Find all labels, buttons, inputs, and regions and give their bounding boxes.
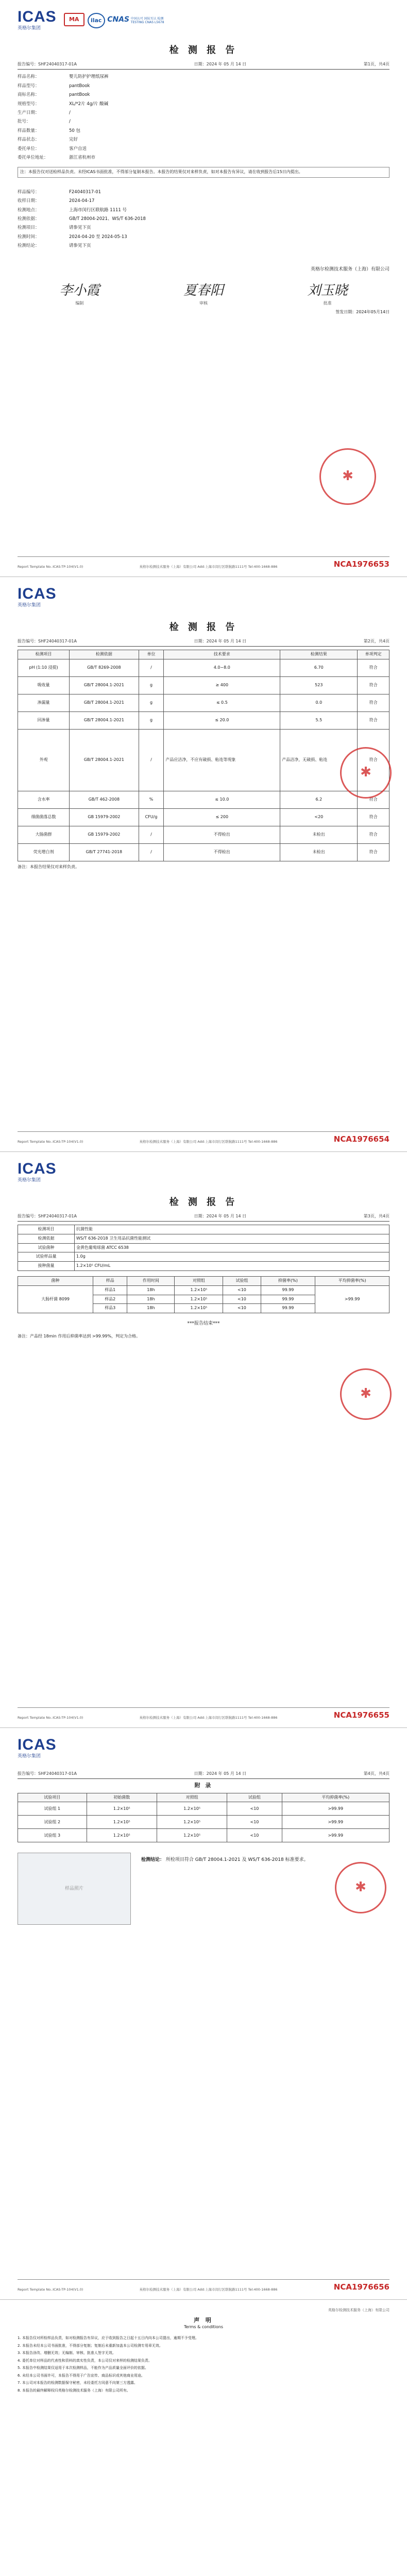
cell: 检测依据	[18, 1234, 75, 1243]
kv-key: 检测项目：	[18, 225, 40, 231]
col-header: 平均抑菌率(%)	[315, 1277, 389, 1286]
cnas-text: 中国认可 国际互认 检测 TESTING CNAS L5678	[130, 16, 164, 24]
cell: 样品3	[93, 1304, 127, 1313]
logo-text: ICAS	[18, 8, 57, 26]
col-header: 抑菌率(%)	[261, 1277, 315, 1286]
sign-date: 签发日期：2024年05月14日	[335, 309, 389, 314]
signature	[183, 282, 224, 307]
kv-key: 生产日期：	[18, 110, 40, 115]
col-header: 单项判定	[358, 650, 389, 659]
kv-row	[18, 100, 389, 109]
cell: GB/T 462-2008	[70, 791, 139, 808]
table-row	[18, 1252, 389, 1262]
cell: 18h	[127, 1285, 175, 1295]
sample-info	[18, 73, 389, 163]
report-page-2	[0, 577, 407, 1152]
cell: 外观	[18, 729, 70, 791]
table-header-row	[18, 650, 389, 659]
table-row	[18, 1262, 389, 1271]
footer-address: 英格尔检测技术服务（上海）有限公司 Add:上海市闵行区联航路1111号 Tel:400-1668-886	[139, 1716, 278, 1720]
nca-number: NCA1976655	[333, 1710, 389, 1720]
cell: 金黄色葡萄球菌 ATCC 6538	[75, 1243, 389, 1252]
table-row	[18, 694, 389, 711]
test-info	[18, 188, 389, 251]
cell: 试验组 3	[18, 1829, 87, 1842]
cell: 18h	[127, 1304, 175, 1313]
table-row	[18, 1243, 389, 1252]
terms-item: 7. 本公司对本报告的检测数据保守秘密，未经委托方同意不向第三方透露。	[18, 2381, 138, 2385]
official-seal-icon: ✱	[340, 747, 392, 799]
table-row	[18, 826, 389, 843]
col-header: 技术要求	[164, 650, 280, 659]
kv-value: 请参见下页	[69, 243, 91, 249]
terms-item: 3. 本报告涂改、增删无效；无编制、审核、批准人签字无效。	[18, 2351, 116, 2355]
cell: 4.0~8.0	[164, 659, 280, 676]
cell: 未检出	[280, 843, 358, 861]
kv-value: GB/T 28004-2021、WS/T 636-2018	[69, 216, 146, 222]
signature-label: 审核	[199, 301, 208, 306]
col-header: 菌种	[18, 1277, 93, 1286]
report-title: 检 测 报 告	[169, 622, 238, 633]
kv-value: 上海市闵行区联航路 1111 号	[69, 207, 127, 213]
kv-row	[18, 145, 389, 154]
cell: 99.99	[261, 1304, 315, 1313]
kv-value: 2024-04-20 至 2024-05-13	[69, 234, 127, 240]
report-title: 检 测 报 告	[169, 1197, 238, 1208]
cell: 抗菌性能	[75, 1225, 389, 1234]
cell: GB/T 28004.1-2021	[70, 711, 139, 729]
report-page-3	[0, 1152, 407, 1728]
col-header: 试验组	[227, 1793, 282, 1802]
cell: 1.2×10⁵	[87, 1802, 157, 1816]
cell: 样品2	[93, 1295, 127, 1304]
footer-address: 英格尔检测技术服务（上海）有限公司 Add:上海市闵行区联航路1111号 Tel:400-1668-886	[139, 565, 278, 569]
kv-row	[18, 117, 389, 126]
cell: 1.2×10⁵	[157, 1829, 227, 1842]
kv-key: 样品状态：	[18, 137, 40, 143]
kv-value: 请参见下页	[69, 225, 91, 231]
page-number: 第2页，共4页	[363, 639, 389, 644]
footer-template-no: Report Template No.:ICAS-TP-104(V1.0)	[18, 1140, 83, 1144]
test-info-table	[18, 1225, 389, 1271]
table-header-row	[18, 1793, 389, 1802]
table-row	[18, 1225, 389, 1234]
table-row	[18, 1285, 389, 1295]
table-row	[18, 1234, 389, 1243]
cell: 大肠菌群	[18, 826, 70, 843]
logo-subtitle: 英格尔集团	[18, 26, 41, 31]
kv-row	[18, 224, 389, 232]
signature-name: 李小霞	[59, 283, 100, 298]
kv-row	[18, 154, 389, 162]
kv-row	[18, 91, 389, 99]
col-header: 试验组	[223, 1277, 261, 1286]
cell: CFU/g	[139, 808, 164, 826]
cell: 1.0g	[75, 1252, 389, 1262]
col-header: 检测项目	[18, 650, 70, 659]
meta-row	[18, 1214, 389, 1222]
disclaimer-note: 注：本报告仅对送检样品负责。未经ICAS书面批准，不得部分复制本报告。本报告的结果仅对来样负责，如对本报告有异议，请在收到报告后15日内提出。	[18, 167, 389, 178]
cell: 符合	[358, 826, 389, 843]
signature	[308, 282, 348, 307]
cell: 符合	[358, 729, 389, 791]
cell: >99.99	[282, 1816, 389, 1829]
kv-value: /	[69, 119, 71, 125]
kv-row	[18, 215, 389, 224]
ilac-badge-icon: ilac	[88, 13, 105, 28]
cnas-badge-icon: CNAS	[107, 15, 130, 24]
cell: g	[139, 694, 164, 711]
report-number: 报告编号：SHF24040317-01A	[18, 1214, 77, 1219]
report-date: 日期：2024 年 05 月 14 日	[194, 1214, 247, 1219]
kv-key: 样品名称：	[18, 74, 40, 80]
report-title: 检 测 报 告	[169, 45, 238, 56]
report-page-4	[0, 1728, 407, 2300]
cell: 0.0	[280, 694, 358, 711]
cell: 1.2×10⁵	[157, 1816, 227, 1829]
cell: <20	[280, 808, 358, 826]
terms-item: 8. 本报告的最终解释权归英格尔检测技术服务（上海）有限公司所有。	[18, 2388, 130, 2393]
cell: ≤ 0.5	[164, 694, 280, 711]
cell: 符合	[358, 694, 389, 711]
cell: 5.5	[280, 711, 358, 729]
cell: GB 15979-2002	[70, 808, 139, 826]
col-header: 检测结果	[280, 650, 358, 659]
cell: 6.70	[280, 659, 358, 676]
accreditation-badges	[64, 13, 129, 28]
cell: 细菌菌落总数	[18, 808, 70, 826]
kv-value: 婴儿防护护理纸尿裤	[69, 74, 109, 80]
cell: 1.2×10⁵	[175, 1295, 223, 1304]
col-header: 样品	[93, 1277, 127, 1286]
report-number: 报告编号：SHF24040317-01A	[18, 639, 77, 644]
cell: 符合	[358, 808, 389, 826]
kv-key: 样品型号：	[18, 83, 40, 89]
cell: 试验样品量	[18, 1252, 75, 1262]
report-number: 报告编号：SHF24040317-01A	[18, 62, 77, 67]
nca-number: NCA1976653	[333, 559, 389, 569]
antibacterial-table	[18, 1276, 389, 1313]
terms-item: 2. 本报告未经本公司书面批准，不得部分复制；复制后未重新加盖本公司检测专用章无效。	[18, 2343, 163, 2348]
kv-value: F24040317-01	[69, 189, 101, 195]
conclusion	[141, 1857, 309, 1863]
icas-logo	[18, 586, 57, 608]
table-row	[18, 676, 389, 694]
cell: 1.2×10⁵	[87, 1829, 157, 1842]
table-row	[18, 843, 389, 861]
cell: 99.99	[261, 1295, 315, 1304]
cell: <10	[223, 1304, 261, 1313]
cell: 未检出	[280, 826, 358, 843]
table-row	[18, 791, 389, 808]
kv-row	[18, 82, 389, 91]
terms-subtitle: Terms & conditions	[183, 2325, 224, 2330]
cell: %	[139, 791, 164, 808]
cell: 试验组 1	[18, 1802, 87, 1816]
page-footer	[18, 1707, 389, 1720]
kv-row	[18, 233, 389, 242]
photo-caption: 样品照片	[64, 1886, 83, 1892]
report-date: 日期：2024 年 05 月 14 日	[194, 1771, 247, 1776]
cell: g	[139, 676, 164, 694]
footer-address: 英格尔检测技术服务（上海）有限公司 Add:上海市闵行区联航路1111号 Tel:400-1668-886	[139, 1140, 278, 1144]
cell: WS/T 636-2018 卫生用品抗菌性能测试	[75, 1234, 389, 1243]
cell: GB/T 28004.1-2021	[70, 676, 139, 694]
kv-key: 检测地点：	[18, 207, 40, 213]
cell: /	[139, 843, 164, 861]
cell: 1.2×10⁵	[157, 1802, 227, 1816]
meta-row	[18, 1771, 389, 1779]
meta-row	[18, 639, 389, 647]
summary-table	[18, 1793, 389, 1843]
kv-value: pantBook	[69, 92, 90, 98]
cell: 不得检出	[164, 843, 280, 861]
cell: /	[139, 826, 164, 843]
cell: 检测项目	[18, 1225, 75, 1234]
nca-number: NCA1976654	[333, 1134, 389, 1144]
cell: GB 15979-2002	[70, 826, 139, 843]
col-header: 初始菌数	[87, 1793, 157, 1802]
header	[18, 577, 389, 610]
kv-key: 委托单位地址：	[18, 155, 48, 161]
cell: 1.2×10⁵	[87, 1816, 157, 1829]
sample-photo	[18, 1853, 131, 1925]
kv-key: 商标名称：	[18, 92, 40, 98]
col-header: 对照组	[175, 1277, 223, 1286]
cell: 符合	[358, 843, 389, 861]
terms-list	[18, 2335, 389, 2393]
kv-key: 委托单位：	[18, 146, 40, 151]
kv-value: pantBook	[69, 83, 90, 89]
signature-label: 编制	[75, 301, 84, 306]
cell: GB/T 8269-2008	[70, 659, 139, 676]
footer-template-no: Report Template No.:ICAS-TP-104(V1.0)	[18, 1716, 83, 1720]
cell: <10	[227, 1802, 282, 1816]
kv-value: 50 包	[69, 128, 81, 133]
signature-row	[18, 282, 389, 307]
logo-subtitle: 英格尔集团	[18, 603, 41, 608]
icas-logo	[18, 1737, 57, 1759]
cell: /	[139, 659, 164, 676]
cell: 试验菌种	[18, 1243, 75, 1252]
logo-text: ICAS	[18, 1736, 57, 1754]
official-seal-icon: ✱	[340, 1368, 392, 1420]
cell: 不得检出	[164, 826, 280, 843]
table-remark: 备注：本报告结果仅对来样负责。	[18, 864, 79, 869]
cell: ≤ 10.0	[164, 791, 280, 808]
cell: ≤ 20.0	[164, 711, 280, 729]
terms-item: 6. 未经本公司书面许可，本报告不得用于广告宣传、商品标识或其他商业用途。	[18, 2373, 145, 2378]
cell: 523	[280, 676, 358, 694]
cell: 产品应洁净，不应有破损、粘连等现象	[164, 729, 280, 791]
cell: <10	[227, 1816, 282, 1829]
kv-row	[18, 73, 389, 81]
page-number: 第4页，共4页	[363, 1771, 389, 1776]
kv-row	[18, 188, 389, 197]
cell: GB/T 27741-2018	[70, 843, 139, 861]
cell: 样品1	[93, 1285, 127, 1295]
meta-row	[18, 62, 389, 70]
report-page-1	[0, 0, 407, 577]
report-number: 报告编号：SHF24040317-01A	[18, 1771, 77, 1776]
kv-row	[18, 197, 389, 206]
header	[18, 1152, 389, 1185]
cell: 产品洁净，无破损、粘连	[280, 729, 358, 791]
col-header: 对照组	[157, 1793, 227, 1802]
cell: 接种菌量	[18, 1262, 75, 1271]
footer-template-no: Report Template No.:ICAS-TP-104(V1.0)	[18, 565, 83, 569]
terms-item: 4. 委托单位对样品的代表性和资料的真实性负责，本公司仅对来样的检测结果负责。	[18, 2358, 152, 2363]
company-header: 英格尔检测技术服务（上海）有限公司	[328, 2308, 389, 2312]
report-date: 日期：2024 年 05 月 14 日	[194, 62, 247, 67]
cell: 18h	[127, 1295, 175, 1304]
cell: 符合	[358, 791, 389, 808]
cell: 荧光增白剂	[18, 843, 70, 861]
kv-key: 收样日期：	[18, 198, 40, 204]
signature-label: 批准	[323, 301, 332, 306]
kv-key: 样品编号：	[18, 189, 40, 195]
official-seal-icon: ✱	[335, 1862, 386, 1913]
kv-row	[18, 206, 389, 215]
page-footer	[18, 556, 389, 569]
cell: <10	[227, 1829, 282, 1842]
cell: 符合	[358, 711, 389, 729]
cell: 吸收量	[18, 676, 70, 694]
logo-text: ICAS	[18, 585, 57, 603]
kv-value: XL/*2片 4g/片 酸碱	[69, 101, 109, 107]
kv-value: /	[69, 110, 71, 115]
signature-name: 刘玉晓	[307, 283, 348, 298]
page-footer	[18, 1131, 389, 1144]
kv-key: 检测时间：	[18, 234, 40, 240]
conclusion-block	[18, 1853, 389, 1925]
signature	[59, 282, 99, 307]
terms-item: 1. 本报告仅对所检样品负责，如对检测报告有异议，应于收到报告之日起十五日内向本公司提出，逾期不予受理。	[18, 2336, 199, 2341]
conclusion-title: 检测结论：	[141, 1857, 165, 1863]
cell: 1.2×10⁵ CFU/mL	[75, 1262, 389, 1271]
header	[18, 1728, 389, 1761]
header	[18, 0, 389, 33]
icas-logo	[18, 1161, 57, 1183]
icas-logo	[18, 9, 57, 31]
cell: 1.2×10⁵	[175, 1285, 223, 1295]
logo-subtitle: 英格尔集团	[18, 1178, 41, 1183]
kv-row	[18, 135, 389, 144]
report-page-5	[0, 2300, 407, 2576]
cell: 符合	[358, 676, 389, 694]
company-stamp-text: 英格尔检测技术服务（上海）有限公司	[310, 266, 389, 272]
kv-value: 2024-04-17	[69, 198, 95, 204]
kv-key: 检测依据：	[18, 216, 40, 222]
kv-row	[18, 242, 389, 250]
table-row	[18, 729, 389, 791]
cell: >99.99	[282, 1829, 389, 1842]
kv-value: 客户自送	[69, 146, 87, 151]
kv-value: 浙江省杭州市	[69, 155, 96, 161]
terms-title: 声 明	[194, 2317, 213, 2324]
col-header: 平均抑菌率(%)	[282, 1793, 389, 1802]
report-date: 日期：2024 年 05 月 14 日	[194, 639, 247, 644]
col-header: 作用时间	[127, 1277, 175, 1286]
table-header-row	[18, 1277, 389, 1286]
table-row	[18, 711, 389, 729]
ma-badge-icon: MA	[64, 13, 84, 26]
col-header: 单位	[139, 650, 164, 659]
logo-subtitle: 英格尔集团	[18, 1754, 41, 1759]
cell: ≤ 200	[164, 808, 280, 826]
cell: 回渗量	[18, 711, 70, 729]
table-row	[18, 659, 389, 676]
cell: pH (1:10 浸提)	[18, 659, 70, 676]
official-seal-icon: ✱	[319, 448, 376, 505]
conclusion-text: 所检项目符合 GB/T 28004.1-2021 及 WS/T 636-2018 标准要求。	[165, 1857, 309, 1863]
kv-key: 规格型号：	[18, 101, 40, 107]
appendix-title: 附 录	[194, 1782, 213, 1789]
table-row	[18, 1829, 389, 1842]
kv-value: 完好	[69, 137, 78, 143]
results-table	[18, 650, 389, 861]
cell: g	[139, 711, 164, 729]
table-row	[18, 1816, 389, 1829]
kv-row	[18, 127, 389, 135]
footer-address: 英格尔检测技术服务（上海）有限公司 Add:上海市闵行区联航路1111号 Tel:400-1668-886	[139, 2287, 278, 2292]
cell: <10	[223, 1285, 261, 1295]
cell: 1.2×10⁵	[175, 1304, 223, 1313]
cell: >99.99	[315, 1285, 389, 1313]
col-header: 检测依据	[70, 650, 139, 659]
kv-row	[18, 109, 389, 117]
table-row	[18, 1802, 389, 1816]
cell: GB/T 28004.1-2021	[70, 729, 139, 791]
terms-item: 5. 本报告中检测结果仅适用于本次检测样品，不能作为产品质量全面评价的依据。	[18, 2366, 148, 2370]
col-header: 试验项目	[18, 1793, 87, 1802]
kv-key: 批号：	[18, 119, 31, 125]
cell: 符合	[358, 659, 389, 676]
cell: GB/T 28004.1-2021	[70, 694, 139, 711]
table-remark: 备注：产品经 18min 作用后抑菌率达到 >99.99%，判定为合格。	[18, 1334, 141, 1339]
page-footer	[18, 2279, 389, 2292]
signature-name: 夏春阳	[183, 283, 224, 298]
cell: ≥ 400	[164, 676, 280, 694]
table-row	[18, 808, 389, 826]
kv-key: 样品数量：	[18, 128, 40, 133]
footer-template-no: Report Template No.:ICAS-TP-104(V1.0)	[18, 2287, 83, 2292]
cell: /	[139, 729, 164, 791]
page-number: 第3页，共4页	[363, 1214, 389, 1219]
cell: >99.99	[282, 1802, 389, 1816]
cell: 试验组 2	[18, 1816, 87, 1829]
report-end-mark: ***报告结束***	[187, 1321, 220, 1327]
cell: 99.99	[261, 1285, 315, 1295]
cell: 渗漏量	[18, 694, 70, 711]
logo-text: ICAS	[18, 1160, 57, 1178]
page-number: 第1页，共4页	[363, 62, 389, 67]
nca-number: NCA1976656	[333, 2282, 389, 2292]
cell: 含水率	[18, 791, 70, 808]
cell: 6.2	[280, 791, 358, 808]
cell: <10	[223, 1295, 261, 1304]
cell: 大肠杆菌 8099	[18, 1285, 93, 1313]
kv-key: 检测结论：	[18, 243, 40, 249]
